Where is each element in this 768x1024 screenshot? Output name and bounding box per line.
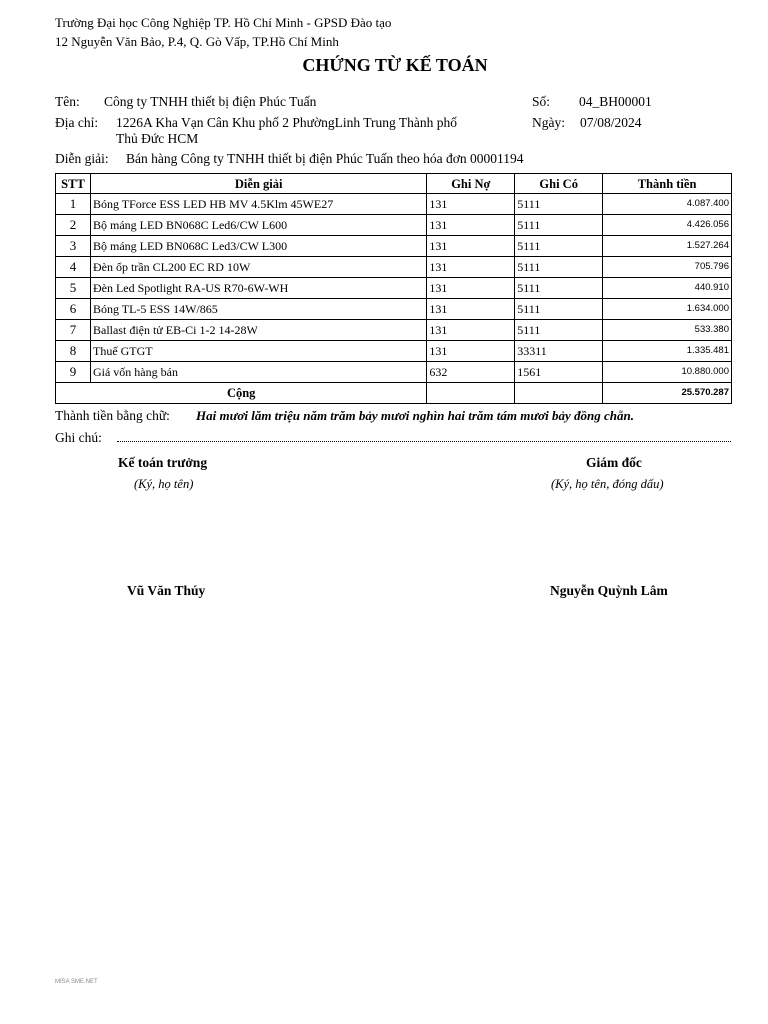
cell-debit: 131 [427, 236, 515, 257]
cell-debit: 131 [427, 320, 515, 341]
entries-table [55, 173, 732, 404]
table-row [56, 362, 732, 383]
col-header-stt: STT [56, 174, 91, 194]
cell-stt: 9 [56, 362, 91, 383]
director-title: Giám đốc [586, 455, 642, 470]
col-header-debit: Ghi Nợ [427, 174, 515, 194]
amount-in-words-label: Thành tiền bằng chữ: [55, 408, 170, 423]
director-note: (Ký, họ tên, đóng dấu) [551, 477, 664, 491]
table-row [56, 257, 732, 278]
address-line-2: Thủ Đức HCM [116, 131, 199, 146]
cell-debit: 131 [427, 257, 515, 278]
cell-amount: 1.634.000 [603, 299, 732, 320]
document-title: CHỨNG TỪ KẾ TOÁN [302, 55, 488, 75]
name-label: Tên: [55, 94, 80, 109]
cell-debit: 131 [427, 341, 515, 362]
date-value: 07/08/2024 [580, 115, 642, 130]
table-row [56, 236, 732, 257]
table-header-row [56, 174, 732, 194]
cell-stt: 7 [56, 320, 91, 341]
cell-description: Bóng TForce ESS LED HB MV 4.5Klm 45WE27 [90, 194, 426, 215]
organization-name: Trường Đại học Công Nghiệp TP. Hồ Chí Minh - GPSD Đào tạo [55, 15, 392, 30]
cell-stt: 4 [56, 257, 91, 278]
cell-amount: 705.796 [603, 257, 732, 278]
table-row [56, 194, 732, 215]
cell-stt: 1 [56, 194, 91, 215]
cell-credit: 5111 [515, 215, 603, 236]
amount-in-words-value: Hai mươi lăm triệu năm trăm bảy mươi nghìn hai trăm tám mươi bảy đồng chẵn. [196, 408, 634, 423]
cell-stt: 2 [56, 215, 91, 236]
cell-description: Thuế GTGT [90, 341, 426, 362]
name-value: Công ty TNHH thiết bị điện Phúc Tuấn [104, 94, 317, 109]
table-row [56, 299, 732, 320]
cell-amount: 1.335.481 [603, 341, 732, 362]
note-label: Ghi chú: [55, 430, 102, 445]
note-dotted-line [117, 441, 731, 442]
cell-description: Bộ máng LED BN068C Led3/CW L300 [90, 236, 426, 257]
chief-accountant-note: (Ký, họ tên) [134, 477, 194, 491]
cell-stt: 6 [56, 299, 91, 320]
description-value: Bán hàng Công ty TNHH thiết bị điện Phúc Tuấn theo hóa đơn 00001194 [126, 151, 524, 166]
total-label: Cộng [56, 383, 427, 404]
cell-credit: 1561 [515, 362, 603, 383]
organization-address: 12 Nguyễn Văn Bảo, P.4, Q. Gò Vấp, TP.Hồ Chí Minh [55, 34, 339, 49]
total-credit-empty [515, 383, 603, 404]
cell-credit: 5111 [515, 299, 603, 320]
cell-description: Đèn ốp trần CL200 EC RD 10W [90, 257, 426, 278]
table-row [56, 320, 732, 341]
chief-accountant-name: Vũ Văn Thúy [127, 583, 206, 598]
description-label: Diễn giải: [55, 151, 109, 166]
address-label: Địa chỉ: [55, 115, 99, 130]
cell-amount: 533.380 [603, 320, 732, 341]
cell-debit: 632 [427, 362, 515, 383]
cell-credit: 5111 [515, 257, 603, 278]
cell-amount: 440.910 [603, 278, 732, 299]
cell-description: Bộ máng LED BN068C Led6/CW L600 [90, 215, 426, 236]
cell-amount: 10.880.000 [603, 362, 732, 383]
director-name: Nguyễn Quỳnh Lâm [550, 583, 668, 598]
address-line-1: 1226A Kha Vạn Cân Khu phố 2 PhườngLinh Trung Thành phố [116, 115, 457, 130]
table-row [56, 215, 732, 236]
cell-description: Ballast điện tử EB-Ci 1-2 14-28W [90, 320, 426, 341]
voucher-number-label: Số: [532, 94, 551, 109]
cell-debit: 131 [427, 215, 515, 236]
table-row [56, 341, 732, 362]
chief-accountant-title: Kế toán trưởng [118, 455, 208, 470]
cell-amount: 1.527.264 [603, 236, 732, 257]
cell-description: Bóng TL-5 ESS 14W/865 [90, 299, 426, 320]
cell-amount: 4.087.400 [603, 194, 732, 215]
cell-credit: 5111 [515, 236, 603, 257]
cell-debit: 131 [427, 194, 515, 215]
total-amount: 25.570.287 [603, 383, 732, 404]
cell-description: Giá vốn hàng bán [90, 362, 426, 383]
cell-stt: 3 [56, 236, 91, 257]
cell-credit: 5111 [515, 320, 603, 341]
date-label: Ngày: [532, 115, 565, 130]
total-debit-empty [427, 383, 515, 404]
cell-debit: 131 [427, 278, 515, 299]
cell-credit: 5111 [515, 194, 603, 215]
table-row [56, 278, 732, 299]
cell-description: Đèn Led Spotlight RA-US R70-6W-WH [90, 278, 426, 299]
cell-debit: 131 [427, 299, 515, 320]
cell-credit: 33311 [515, 341, 603, 362]
cell-credit: 5111 [515, 278, 603, 299]
cell-stt: 8 [56, 341, 91, 362]
software-footer: MISA SME.NET [55, 979, 98, 985]
cell-amount: 4.426.056 [603, 215, 732, 236]
col-header-description: Diễn giải [90, 174, 426, 194]
cell-stt: 5 [56, 278, 91, 299]
table-total-row [56, 383, 732, 404]
col-header-amount: Thành tiền [603, 174, 732, 194]
voucher-number-value: 04_BH00001 [579, 94, 652, 109]
col-header-credit: Ghi Có [515, 174, 603, 194]
